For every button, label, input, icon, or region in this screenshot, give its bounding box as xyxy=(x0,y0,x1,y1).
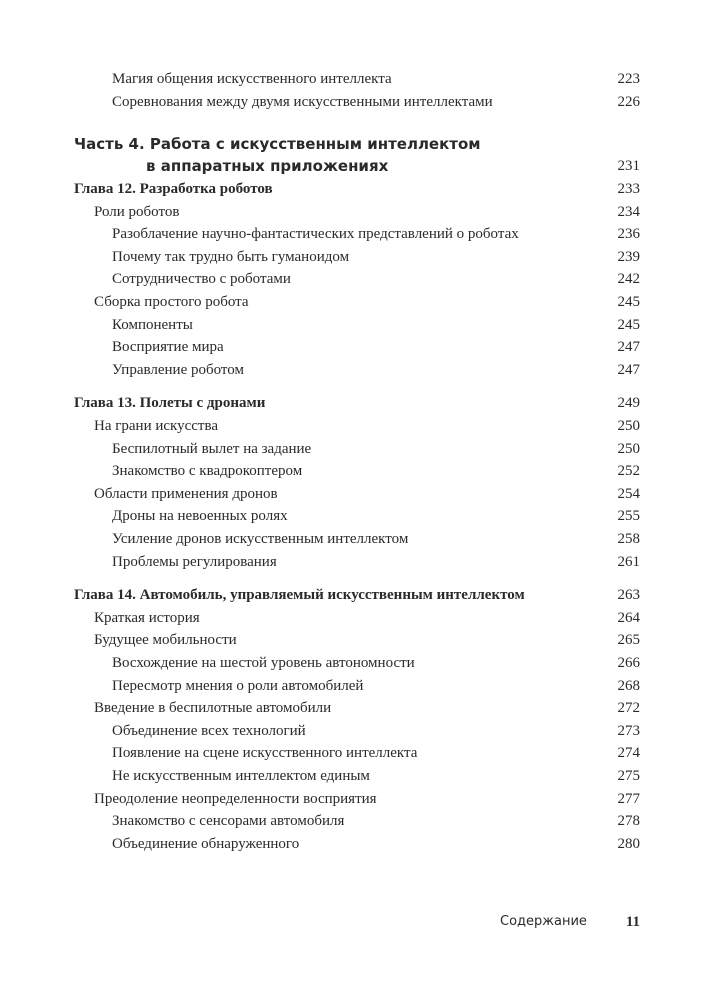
page-number: 239 xyxy=(617,248,640,265)
toc-entry-row xyxy=(0,607,714,629)
entry-title: Появление на сцене искусственного интеллекта xyxy=(112,745,418,762)
toc-entry-row xyxy=(0,810,714,832)
entry-title: Дроны на невоенных ролях xyxy=(112,508,288,525)
page-number: 277 xyxy=(617,790,640,807)
entry-title: Беспилотный вылет на задание xyxy=(112,440,312,457)
page-number: 250 xyxy=(617,418,640,434)
toc-entry-row xyxy=(0,528,714,550)
toc-entry-row xyxy=(0,742,714,764)
entry-title: Объединение обнаруженного xyxy=(112,835,300,852)
page-number: 280 xyxy=(617,835,640,852)
page-number: 223 xyxy=(617,71,640,87)
toc-entry-row xyxy=(0,246,714,268)
toc-entry-row xyxy=(0,720,714,742)
toc-entry-row xyxy=(0,68,714,90)
toc-entry-row xyxy=(0,629,714,651)
page-number: 263 xyxy=(617,587,640,604)
page-number: 247 xyxy=(617,361,640,378)
toc-entry-row xyxy=(0,223,714,245)
entry-title: На грани искусства xyxy=(94,418,219,434)
page-number: 254 xyxy=(617,485,640,502)
toc-chapter-row xyxy=(0,178,714,200)
entry-title: Краткая история xyxy=(94,609,200,626)
page-number: 249 xyxy=(617,395,640,412)
chapter-title: Глава 13. Полеты с дронами xyxy=(74,395,266,412)
toc-entry-row xyxy=(0,91,714,113)
page-number: 226 xyxy=(617,93,640,110)
footer-section-label: Содержание xyxy=(500,914,587,929)
entry-title: Почему так трудно быть гуманоидом xyxy=(112,248,350,265)
toc-entry-row xyxy=(0,291,714,313)
part-title-line-1: Часть 4. Работа с искусственным интеллектом xyxy=(74,135,481,153)
entry-title: Компоненты xyxy=(112,316,193,333)
entry-title: Проблемы регулирования xyxy=(112,553,277,570)
entry-title: Будущее мобильности xyxy=(94,632,237,649)
toc-entry-row xyxy=(0,765,714,787)
toc-entry-row xyxy=(0,438,714,460)
chapter-title: Глава 14. Автомобиль, управляемый искусственным интеллектом xyxy=(74,587,525,604)
page-number: 275 xyxy=(617,768,640,784)
page-number: 266 xyxy=(617,655,640,671)
toc-entry-row xyxy=(0,483,714,505)
page-number: 245 xyxy=(617,294,640,310)
page-number: 261 xyxy=(617,553,640,570)
entry-title: Знакомство с сенсорами автомобиля xyxy=(112,813,345,830)
entry-title: Восприятие мира xyxy=(112,339,224,356)
toc-entry-row xyxy=(0,415,714,437)
toc-entry-row xyxy=(0,505,714,527)
page-number: 258 xyxy=(617,531,640,547)
entry-title: Магия общения искусственного интеллекта xyxy=(112,71,392,87)
entry-title: Знакомство с квадрокоптером xyxy=(112,463,303,480)
page-number: 233 xyxy=(617,181,640,197)
page-number: 265 xyxy=(617,632,640,649)
entry-title: Пересмотр мнения о роли автомобилей xyxy=(112,677,364,694)
toc-entry-row xyxy=(0,675,714,697)
page-number: 268 xyxy=(617,677,640,694)
part-title-line-2: в аппаратных приложениях xyxy=(146,157,389,175)
toc-entry-row xyxy=(0,833,714,855)
toc-entry-row xyxy=(0,359,714,381)
toc-entry-row xyxy=(0,336,714,358)
toc-entry-row xyxy=(0,460,714,482)
toc-entry-row xyxy=(0,788,714,810)
entry-title: Соревнования между двумя искусственными интеллектами xyxy=(112,93,493,110)
page-number: 272 xyxy=(617,700,640,717)
toc-chapter-row xyxy=(0,584,714,606)
page-number: 252 xyxy=(617,463,640,480)
entry-title: Восхождение на шестой уровень автономности xyxy=(112,655,415,671)
toc-entry-row xyxy=(0,268,714,290)
entry-title: Введение в беспилотные автомобили xyxy=(94,700,332,717)
entry-title: Преодоление неопределенности восприятия xyxy=(94,790,377,807)
footer-page-number: 11 xyxy=(625,914,640,930)
page-number: 245 xyxy=(617,316,640,333)
entry-title: Управление роботом xyxy=(112,361,244,378)
entry-title: Разоблачение научно-фантастических представлений о роботах xyxy=(112,226,519,243)
page-number: 250 xyxy=(617,440,640,457)
page-number: 273 xyxy=(617,722,640,739)
toc-entry-row xyxy=(0,551,714,573)
page-number: 255 xyxy=(617,508,640,525)
page-number: 236 xyxy=(617,226,640,243)
entry-title: Роли роботов xyxy=(94,203,180,220)
entry-title: Усиление дронов искусственным интеллектом xyxy=(112,531,409,547)
toc-entry-row xyxy=(0,201,714,223)
page-number: 278 xyxy=(617,813,640,830)
entry-title: Объединение всех технологий xyxy=(112,722,306,739)
chapter-title: Глава 12. Разработка роботов xyxy=(74,181,273,197)
entry-title: Области применения дронов xyxy=(94,485,278,502)
page-number: 264 xyxy=(617,609,640,626)
entry-title: Сотрудничество с роботами xyxy=(112,271,291,288)
page-number: 242 xyxy=(617,271,640,288)
page-number: 234 xyxy=(617,203,640,220)
page-number: 274 xyxy=(617,745,640,762)
toc-entry-row xyxy=(0,314,714,336)
entry-title: Сборка простого робота xyxy=(94,294,249,310)
toc-entry-row xyxy=(0,697,714,719)
page-number: 247 xyxy=(617,339,640,356)
part-page-number: 231 xyxy=(617,158,640,174)
toc-entry-row xyxy=(0,652,714,674)
entry-title: Не искусственным интеллектом единым xyxy=(112,768,370,784)
toc-chapter-row xyxy=(0,392,714,414)
